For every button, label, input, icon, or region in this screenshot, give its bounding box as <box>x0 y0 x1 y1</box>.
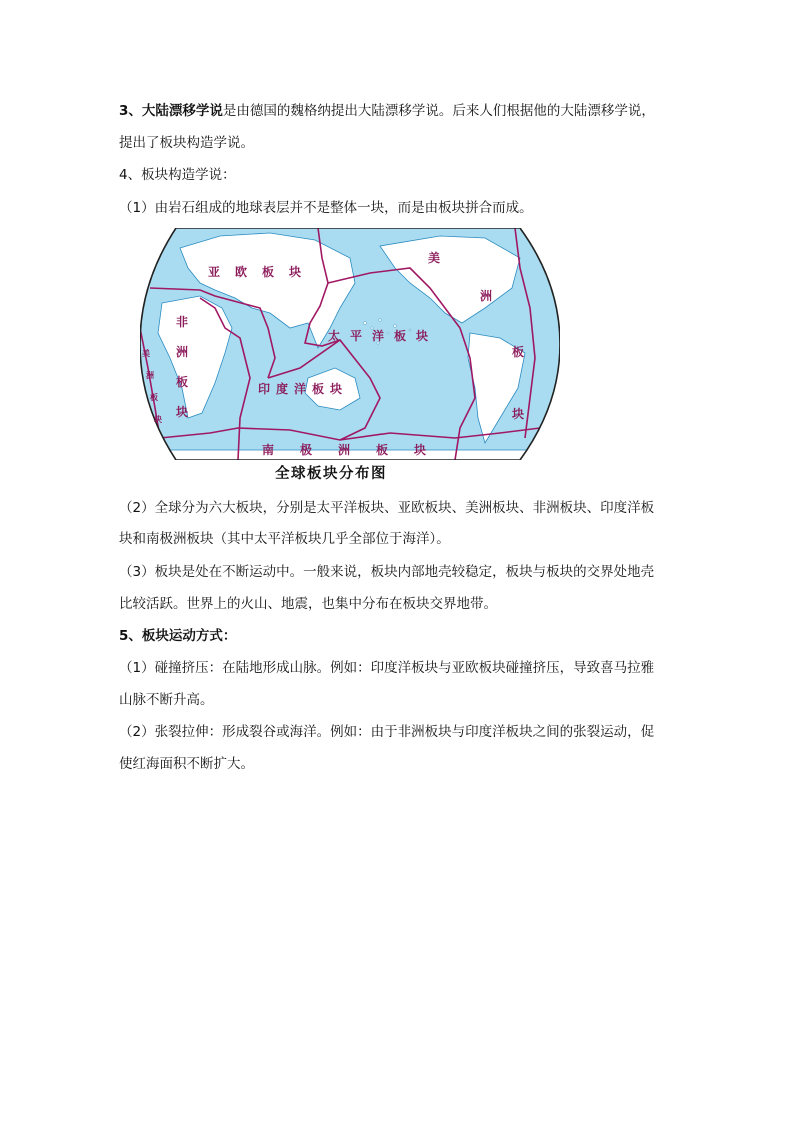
label-antarctic-c0: 南 <box>262 443 275 457</box>
plate-map <box>140 228 560 460</box>
label-eurasia-c3: 块 <box>289 265 302 279</box>
section4-heading: 4、板块构造学说： <box>119 167 236 183</box>
section3-text: 是由德国的魏格纳提出大陆漂移学说。后来人们根据他的大陆漂移学说， <box>222 103 655 119</box>
label-pacific-c4: 块 <box>416 329 429 343</box>
section4-point3-line1: （3）板块是处在不断运动中。一般来说，板块内部地壳较稳定，板块与板块的交界处地壳 <box>119 564 655 580</box>
label-eurasia-c0: 亚 <box>208 265 221 279</box>
label-america-c0: 美 <box>428 251 441 265</box>
map-caption: 全球板块分布图 <box>275 465 387 482</box>
label-pacific-c1: 平 <box>350 329 363 343</box>
label-antarctic-c1: 极 <box>300 443 313 457</box>
label-eurasia-c2: 板 <box>262 265 275 279</box>
section3-term: 大陆漂移学说 <box>141 103 223 119</box>
label-pacific-c3: 板 <box>394 329 407 343</box>
label-indian-c3: 板 <box>312 382 325 396</box>
label-indian-c4: 块 <box>330 382 343 396</box>
label-indian-c0: 印 <box>258 382 271 396</box>
label-africa-c3: 块 <box>176 405 189 419</box>
label-america-left-c3: 块 <box>154 415 162 424</box>
label-antarctic-c2: 洲 <box>338 443 351 457</box>
section5-point1-line2: 山脉不断升高。 <box>119 692 214 708</box>
label-america-left-c2: 板 <box>150 393 158 402</box>
section4-point2-line1: （2）全球分为六大板块，分别是太平洋板块、亚欧板块、美洲板块、非洲板块、印度洋板 <box>119 500 655 516</box>
label-africa-c1: 洲 <box>176 345 189 359</box>
plate-map-svg <box>140 228 560 460</box>
label-indian-c1: 度 <box>276 382 289 396</box>
section4-point1: （1）由岩石组成的地球表层并不是整体一块，而是由板块拼合而成。 <box>119 200 533 216</box>
label-america-left-c1: 洲 <box>146 371 154 380</box>
section3-number: 3、 <box>119 103 142 119</box>
label-eurasia-c1: 欧 <box>235 265 248 279</box>
label-africa-c0: 非 <box>176 315 189 329</box>
label-pacific-c0: 太 <box>328 329 341 343</box>
label-america-c1: 洲 <box>480 289 493 303</box>
label-indian-c2: 洋 <box>294 382 307 396</box>
section4-point3-line2: 比较活跃。世界上的火山、地震，也集中分布在板块交界地带。 <box>119 596 497 612</box>
label-africa-c2: 板 <box>176 375 189 389</box>
section5-point1-line1: （1）碰撞挤压：在陆地形成山脉。例如：印度洋板块与亚欧板块碰撞挤压，导致喜马拉雅 <box>119 660 655 676</box>
section4-point2-line2: 块和南极洲板块（其中太平洋板块几乎全部位于海洋）。 <box>119 531 450 547</box>
section3-line2: 提出了板块构造学说。 <box>119 135 254 151</box>
label-pacific-c2: 洋 <box>372 329 385 343</box>
section3-line1 <box>119 102 655 120</box>
section5-heading: 5、板块运动方式： <box>119 628 237 644</box>
label-america-c3: 块 <box>512 407 525 421</box>
label-antarctic-c3: 板 <box>376 443 389 457</box>
label-antarctic-c4: 块 <box>414 443 427 457</box>
section5-point2-line2: 使红海面积不断扩大。 <box>119 756 254 772</box>
section5-point2-line1: （2）张裂拉伸：形成裂谷或海洋。例如：由于非洲板块与印度洋板块之间的张裂运动，促 <box>119 724 655 740</box>
label-america-left-c0: 美 <box>142 349 150 358</box>
label-america-c2: 板 <box>512 345 525 359</box>
map-body <box>140 228 560 460</box>
